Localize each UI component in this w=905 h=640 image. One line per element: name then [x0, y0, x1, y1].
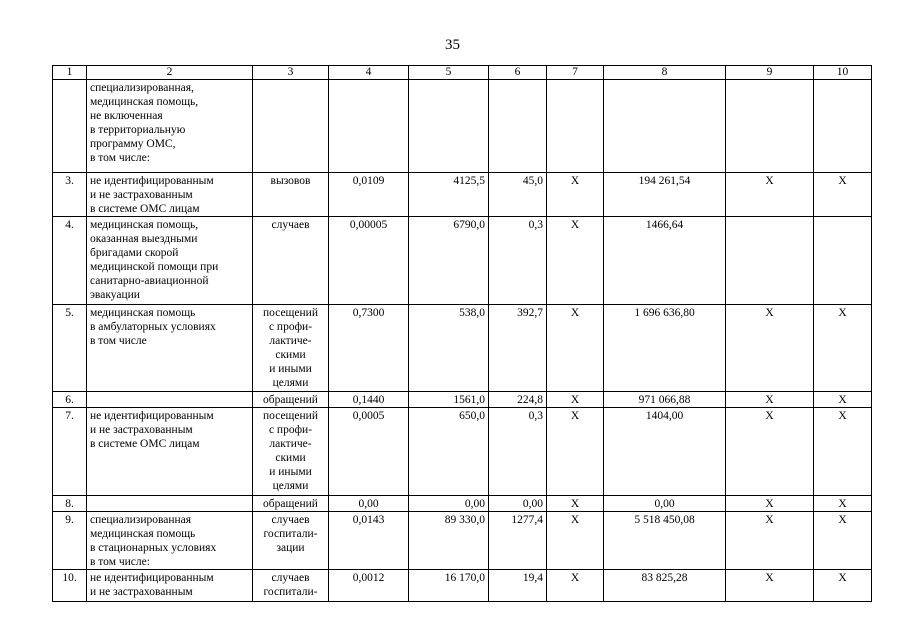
- row-name-cell: [87, 408, 253, 496]
- row-name-cell: [87, 173, 253, 217]
- row-name-cell: [87, 512, 253, 570]
- row-number-cell: 6.: [53, 392, 87, 408]
- value-cell-6: [489, 80, 547, 173]
- row-name-cell: [87, 570, 253, 602]
- value-cell-9: X: [726, 305, 814, 392]
- row-name-cell: [87, 392, 253, 408]
- unit-line: с профи-: [268, 424, 313, 436]
- unit-line: обращений: [263, 394, 318, 406]
- table-row: [53, 217, 872, 305]
- value-cell-6: 224,8: [489, 392, 547, 408]
- unit-line: целями: [272, 377, 309, 389]
- unit-cell: [253, 408, 329, 496]
- value-cell-4: 0,7300: [329, 305, 409, 392]
- row-name-line: специализированная: [90, 514, 192, 526]
- row-name-line: программу ОМС,: [90, 138, 176, 150]
- row-number-cell: 10.: [53, 570, 87, 602]
- unit-line: зации: [276, 542, 305, 554]
- row-name-line: не идентифицированным: [90, 175, 214, 187]
- value-cell-5: 650,0: [409, 408, 489, 496]
- header-cell: 9: [726, 66, 814, 80]
- value-cell-9: X: [726, 496, 814, 512]
- unit-line: вызовов: [270, 175, 311, 187]
- statistics-table: [52, 65, 872, 602]
- value-cell-5: 0,00: [409, 496, 489, 512]
- unit-line: и иными: [269, 363, 312, 375]
- unit-line: и иными: [269, 466, 312, 478]
- unit-line: скими: [275, 349, 306, 361]
- row-name-line: бригадами скорой: [90, 247, 179, 259]
- header-cell: 3: [253, 66, 329, 80]
- value-cell-7: X: [547, 305, 604, 392]
- value-cell-10: X: [814, 305, 872, 392]
- value-cell-10: X: [814, 496, 872, 512]
- row-name-line: медицинская помощь: [90, 307, 196, 319]
- row-name-line: не идентифицированным: [90, 572, 214, 584]
- unit-line: лактиче-: [269, 438, 312, 450]
- value-cell-5: 6790,0: [409, 217, 489, 305]
- value-cell-6: 1277,4: [489, 512, 547, 570]
- row-number-cell: 4.: [53, 217, 87, 305]
- header-cell: 6: [489, 66, 547, 80]
- unit-line: лактиче-: [269, 335, 312, 347]
- value-cell-9: [726, 217, 814, 305]
- unit-line: госпитали-: [263, 586, 318, 598]
- unit-cell: [253, 512, 329, 570]
- row-name-line: в том числе:: [90, 556, 150, 568]
- row-name-line: и не застрахованным: [90, 189, 193, 201]
- value-cell-5: [409, 80, 489, 173]
- unit-line: обращений: [263, 498, 318, 510]
- value-cell-7: X: [547, 512, 604, 570]
- unit-cell: [253, 305, 329, 392]
- unit-cell: [253, 570, 329, 602]
- value-cell-7: X: [547, 570, 604, 602]
- unit-line: случаев: [271, 514, 310, 526]
- row-name-line: медицинская помощь,: [90, 96, 199, 108]
- value-cell-4: 0,00: [329, 496, 409, 512]
- header-cell: 8: [604, 66, 726, 80]
- table-row: [53, 570, 872, 602]
- value-cell-4: 0,0143: [329, 512, 409, 570]
- value-cell-6: 19,4: [489, 570, 547, 602]
- row-name-line: в системе ОМС лицам: [90, 438, 200, 450]
- table-row: [53, 173, 872, 217]
- value-cell-8: 194 261,54: [604, 173, 726, 217]
- value-cell-8: 971 066,88: [604, 392, 726, 408]
- row-number-cell: 7.: [53, 408, 87, 496]
- value-cell-6: 45,0: [489, 173, 547, 217]
- value-cell-7: X: [547, 496, 604, 512]
- value-cell-5: 1561,0: [409, 392, 489, 408]
- row-number-cell: 9.: [53, 512, 87, 570]
- value-cell-4: 0,00005: [329, 217, 409, 305]
- row-name-cell: [87, 305, 253, 392]
- value-cell-9: X: [726, 512, 814, 570]
- value-cell-4: 0,1440: [329, 392, 409, 408]
- row-name-line: медицинская помощь: [90, 528, 196, 540]
- row-number-cell: 8.: [53, 496, 87, 512]
- value-cell-10: X: [814, 512, 872, 570]
- row-name-cell: [87, 80, 253, 173]
- row-name-line: не идентифицированным: [90, 410, 214, 422]
- unit-cell: [253, 496, 329, 512]
- value-cell-8: 1 696 636,80: [604, 305, 726, 392]
- value-cell-6: 0,3: [489, 408, 547, 496]
- unit-cell: [253, 173, 329, 217]
- unit-line: с профи-: [268, 321, 313, 333]
- row-name-line: в системе ОМС лицам: [90, 203, 200, 215]
- value-cell-4: 0,0109: [329, 173, 409, 217]
- table-row: [53, 512, 872, 570]
- unit-line: случаев: [271, 219, 310, 231]
- value-cell-9: X: [726, 173, 814, 217]
- row-name-line: специализированная,: [90, 82, 194, 94]
- unit-cell: [253, 80, 329, 173]
- value-cell-6: 0,3: [489, 217, 547, 305]
- header-cell: 7: [547, 66, 604, 80]
- table-row: [53, 408, 872, 496]
- page-number: 35: [445, 37, 460, 53]
- value-cell-6: 0,00: [489, 496, 547, 512]
- row-number-cell: 5.: [53, 305, 87, 392]
- table-row: [53, 80, 872, 173]
- value-cell-4: [329, 80, 409, 173]
- table-row: [53, 305, 872, 392]
- table-header-row: [53, 66, 872, 80]
- header-cell: 5: [409, 66, 489, 80]
- row-name-line: и не застрахованным: [90, 424, 193, 436]
- value-cell-8: 83 825,28: [604, 570, 726, 602]
- value-cell-8: 0,00: [604, 496, 726, 512]
- row-name-line: медицинская помощь,: [90, 219, 199, 231]
- row-name-line: в стационарных условиях: [90, 542, 217, 554]
- value-cell-4: 0,0005: [329, 408, 409, 496]
- value-cell-7: X: [547, 408, 604, 496]
- value-cell-10: X: [814, 570, 872, 602]
- value-cell-10: [814, 217, 872, 305]
- value-cell-9: X: [726, 570, 814, 602]
- unit-line: целями: [272, 480, 309, 492]
- unit-line: скими: [275, 452, 306, 464]
- value-cell-8: 1466,64: [604, 217, 726, 305]
- header-cell: 2: [87, 66, 253, 80]
- header-cell: 4: [329, 66, 409, 80]
- row-name-line: в амбулаторных условиях: [90, 321, 216, 333]
- row-number-cell: [53, 80, 87, 173]
- value-cell-5: 4125,5: [409, 173, 489, 217]
- value-cell-8: [604, 80, 726, 173]
- value-cell-8: 5 518 450,08: [604, 512, 726, 570]
- value-cell-7: X: [547, 392, 604, 408]
- unit-line: случаев: [271, 572, 310, 584]
- value-cell-10: X: [814, 173, 872, 217]
- row-name-cell: [87, 217, 253, 305]
- value-cell-7: X: [547, 173, 604, 217]
- table-row: [53, 496, 872, 512]
- value-cell-9: [726, 80, 814, 173]
- row-name-line: и не застрахованным: [90, 586, 193, 598]
- value-cell-10: X: [814, 408, 872, 496]
- row-name-line: в том числе: [90, 335, 147, 347]
- row-number-cell: 3.: [53, 173, 87, 217]
- row-name-cell: [87, 496, 253, 512]
- row-name-line: в том числе:: [90, 152, 150, 164]
- unit-cell: [253, 217, 329, 305]
- unit-line: посещений: [263, 410, 318, 422]
- value-cell-4: 0,0012: [329, 570, 409, 602]
- row-name-line: в территориальную: [90, 124, 186, 136]
- value-cell-6: 392,7: [489, 305, 547, 392]
- value-cell-9: X: [726, 408, 814, 496]
- unit-line: госпитали-: [263, 528, 318, 540]
- header-cell: 1: [53, 66, 87, 80]
- row-name-line: эвакуации: [90, 289, 140, 301]
- value-cell-7: X: [547, 217, 604, 305]
- row-name-line: оказанная выездными: [90, 233, 198, 245]
- value-cell-10: X: [814, 392, 872, 408]
- unit-line: посещений: [263, 307, 318, 319]
- value-cell-10: [814, 80, 872, 173]
- value-cell-5: 89 330,0: [409, 512, 489, 570]
- unit-cell: [253, 392, 329, 408]
- row-name-line: медицинской помощи при: [90, 261, 219, 273]
- row-name-line: санитарно-авиационной: [90, 275, 209, 287]
- row-name-line: не включенная: [90, 110, 163, 122]
- value-cell-5: 538,0: [409, 305, 489, 392]
- header-cell: 10: [814, 66, 872, 80]
- value-cell-8: 1404,00: [604, 408, 726, 496]
- value-cell-7: [547, 80, 604, 173]
- value-cell-9: X: [726, 392, 814, 408]
- value-cell-5: 16 170,0: [409, 570, 489, 602]
- table-row: [53, 392, 872, 408]
